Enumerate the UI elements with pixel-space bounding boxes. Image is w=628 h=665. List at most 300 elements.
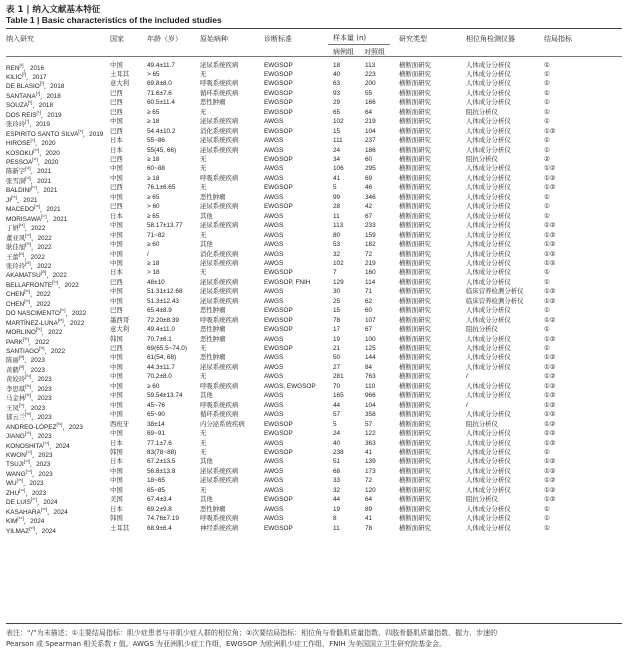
cell-disease: 恶性肿瘤 bbox=[200, 193, 226, 201]
cell-design: 横断面研究 bbox=[399, 137, 431, 145]
cell-outcome: ① bbox=[544, 505, 550, 513]
table-row bbox=[6, 401, 622, 410]
study-author: YILMAZ bbox=[6, 527, 30, 535]
cell-criteria: AWGS bbox=[264, 118, 284, 126]
cell-study: 张玲玲[⁷]，2019 bbox=[6, 119, 50, 129]
cell-control: 125 bbox=[365, 345, 376, 352]
cell-instrument: 人体成分分析仪 bbox=[466, 411, 511, 419]
cell-case: 50 bbox=[333, 354, 341, 362]
cell-control: 186 bbox=[365, 146, 376, 154]
cell-outcome: ① bbox=[544, 524, 550, 532]
cell-age: 55(45, 66) bbox=[147, 146, 177, 154]
cell-study: 王凤[³⁷]，2023 bbox=[6, 402, 46, 412]
cell-criteria: AWGS bbox=[264, 297, 284, 305]
cell-country: 韩国 bbox=[110, 515, 123, 523]
cell-criteria: EWGSOP bbox=[264, 430, 293, 438]
study-year: 2022 bbox=[64, 281, 79, 289]
study-year: 2022 bbox=[37, 234, 52, 242]
cell-criteria: AWGS bbox=[264, 241, 284, 249]
study-year: 2016 bbox=[29, 64, 45, 72]
cell-criteria: AWGS bbox=[264, 486, 284, 494]
study-reference: [³⁶] bbox=[25, 393, 32, 399]
cell-study: ESPIRITO SANTO SILVA[⁸]，2019 bbox=[6, 128, 104, 138]
study-author: PARK bbox=[6, 338, 23, 346]
table-row bbox=[6, 212, 622, 221]
cell-age: ≥ 60 bbox=[147, 241, 160, 249]
study-reference: [²¹] bbox=[18, 251, 25, 257]
study-author: SOUZA bbox=[6, 102, 29, 110]
cell-outcome: ①② bbox=[544, 297, 556, 305]
cell-study: BELLAFRONTE[²⁴]，2022 bbox=[6, 279, 79, 289]
study-year: 2022 bbox=[36, 291, 51, 299]
study-year: 2020 bbox=[44, 159, 59, 167]
cell-country: 中国 bbox=[110, 250, 123, 258]
study-reference: [⁴⁴] bbox=[25, 468, 33, 474]
cell-disease: 无 bbox=[200, 108, 207, 116]
study-year: 2023 bbox=[37, 385, 52, 393]
cell-instrument: 人体成分分析仪 bbox=[466, 524, 511, 532]
cell-design: 横断面研究 bbox=[399, 430, 431, 438]
cell-case: 11 bbox=[333, 212, 340, 220]
cell-study: 黄姣玲[³⁴]，2023 bbox=[6, 374, 52, 384]
table-row bbox=[6, 221, 622, 233]
cell-design: 横断面研究 bbox=[399, 524, 431, 532]
cell-design: 横断面研究 bbox=[399, 203, 431, 211]
cell-design: 横断面研究 bbox=[399, 108, 431, 116]
cell-design: 横断面研究 bbox=[399, 146, 431, 154]
cell-outcome: ①② bbox=[544, 477, 556, 485]
table-row bbox=[6, 61, 622, 70]
study-year: 2020 bbox=[45, 149, 60, 157]
cell-case: 111 bbox=[333, 137, 343, 145]
study-author: TSUJI bbox=[6, 461, 24, 469]
cell-instrument: 人体成分分析仪 bbox=[466, 174, 511, 182]
cell-case: 102 bbox=[333, 259, 344, 267]
cell-design: 横断面研究 bbox=[399, 184, 431, 192]
cell-control: 200 bbox=[365, 80, 376, 88]
study-reference: [²²] bbox=[25, 260, 31, 266]
cell-design: 横断面研究 bbox=[399, 80, 431, 88]
cell-disease: 恶性肿瘤 bbox=[200, 99, 226, 107]
cell-disease: 消化系统疾病 bbox=[200, 250, 239, 258]
cell-disease: 无 bbox=[200, 165, 207, 173]
cell-design: 横断面研究 bbox=[399, 505, 431, 513]
cell-study: TSUJI[⁴³]，2023 bbox=[6, 459, 51, 469]
cell-outcome: ①② bbox=[544, 420, 556, 428]
study-year: 2022 bbox=[31, 225, 46, 233]
cell-design: 横断面研究 bbox=[399, 326, 431, 334]
study-year: 2023 bbox=[30, 404, 46, 412]
cell-country: 中国 bbox=[110, 174, 123, 182]
cell-control: 84 bbox=[365, 363, 373, 371]
cell-case: 57 bbox=[333, 411, 341, 419]
cell-disease: 泌尿系统疾病 bbox=[200, 118, 239, 126]
cell-outcome: ① bbox=[544, 89, 550, 97]
cell-design: 横断面研究 bbox=[399, 165, 431, 173]
cell-control: 173 bbox=[365, 467, 376, 475]
cell-age: 45~76 bbox=[147, 401, 165, 409]
cell-study: DO NASCIMENTO[²⁷]，2022 bbox=[6, 308, 87, 318]
cell-design: 横断面研究 bbox=[399, 231, 431, 239]
cell-design: 横断面研究 bbox=[399, 373, 431, 381]
cell-case: 165 bbox=[333, 392, 344, 400]
cell-disease: 神经系统疾病 bbox=[200, 524, 239, 532]
table-caption-en: Table 1 | Basic characteristics of the included studies bbox=[6, 15, 222, 25]
header-disease: 原始病种 bbox=[200, 35, 228, 43]
cell-study: 王蕾[²¹]，2022 bbox=[6, 251, 45, 261]
cell-age: 48±10 bbox=[147, 278, 165, 286]
cell-study: ANDREO-LÓPEZ[³⁹]，2023 bbox=[6, 421, 83, 431]
study-reference: [²] bbox=[21, 71, 26, 77]
cell-case: 18 bbox=[333, 61, 341, 69]
cell-disease: 无 bbox=[200, 448, 207, 456]
study-author: SANTIAGO bbox=[6, 348, 40, 356]
cell-country: 巴西 bbox=[110, 345, 123, 352]
cell-criteria: EWGSOP bbox=[264, 326, 293, 334]
study-reference: [³¹] bbox=[39, 346, 45, 351]
study-year: 2022 bbox=[48, 329, 63, 337]
cell-age: 51.31±12.68 bbox=[147, 288, 183, 296]
cell-country: 巴西 bbox=[110, 278, 123, 286]
cell-criteria: EWGSOP bbox=[264, 127, 293, 135]
cell-outcome: ①② bbox=[544, 174, 556, 182]
table-header-rule bbox=[6, 56, 622, 57]
cell-outcome: ①② bbox=[544, 467, 556, 475]
cell-instrument: 阻抗分析仪 bbox=[466, 496, 498, 504]
cell-design: 横断面研究 bbox=[399, 288, 431, 296]
cell-criteria: AWGS bbox=[264, 146, 284, 154]
cell-outcome: ① bbox=[544, 61, 550, 69]
study-author: DE BLASIO bbox=[6, 83, 40, 91]
cell-control: 104 bbox=[365, 401, 376, 409]
cell-case: 40 bbox=[333, 70, 341, 78]
table-row bbox=[6, 420, 622, 429]
study-author: 张玲玲 bbox=[6, 263, 26, 271]
cell-age: > 18 bbox=[147, 269, 160, 277]
table-row bbox=[6, 495, 622, 507]
table-row bbox=[6, 268, 622, 280]
study-year: 2018 bbox=[50, 83, 65, 91]
cell-control: 114 bbox=[365, 278, 376, 286]
cell-instrument: 人体成分分析仪 bbox=[466, 184, 511, 192]
study-author: AKAMATSU bbox=[6, 272, 41, 280]
cell-instrument: 临床营养检测分析仪 bbox=[466, 297, 524, 305]
cell-design: 横断面研究 bbox=[399, 61, 431, 69]
study-reference: [⁸] bbox=[78, 128, 83, 134]
study-author: 王蕾 bbox=[6, 253, 19, 261]
cell-design: 横断面研究 bbox=[399, 222, 431, 230]
cell-instrument: 人体成分分析仪 bbox=[466, 335, 511, 343]
table-row bbox=[6, 353, 622, 365]
cell-case: 15 bbox=[333, 127, 341, 135]
cell-criteria: EWGSOP bbox=[264, 99, 293, 107]
cell-country: 中国 bbox=[110, 382, 123, 390]
study-year: 2019 bbox=[35, 121, 50, 129]
cell-design: 横断面研究 bbox=[399, 278, 431, 286]
cell-study: PARK[³⁰]，2022 bbox=[6, 336, 50, 346]
cell-control: 358 bbox=[365, 411, 376, 419]
cell-design: 横断面研究 bbox=[399, 307, 431, 315]
cell-instrument: 人体成分分析仪 bbox=[466, 316, 511, 324]
cell-instrument: 人体成分分析仪 bbox=[466, 354, 511, 362]
cell-control: 71 bbox=[365, 288, 373, 296]
cell-age: 49.4±11.7 bbox=[147, 61, 175, 69]
study-reference: [¹⁸] bbox=[18, 223, 25, 229]
cell-disease: 泌尿系统疾病 bbox=[200, 477, 239, 485]
study-reference: [⁴] bbox=[35, 90, 41, 96]
cell-case: 19 bbox=[333, 335, 341, 343]
study-reference: [¹³] bbox=[25, 175, 31, 181]
cell-design: 横断面研究 bbox=[399, 448, 431, 456]
table-row bbox=[6, 439, 622, 448]
study-year: 2021 bbox=[43, 187, 58, 195]
cell-age: 65~85 bbox=[147, 486, 165, 494]
cell-country: 中国 bbox=[110, 401, 123, 409]
cell-criteria: AWGS bbox=[264, 335, 284, 343]
cell-instrument: 人体成分分析仪 bbox=[466, 307, 511, 315]
cell-instrument: 人体成分分析仪 bbox=[466, 241, 511, 249]
cell-outcome: ① bbox=[544, 80, 550, 88]
cell-control: 67 bbox=[365, 212, 373, 220]
study-reference: [¹²] bbox=[25, 166, 31, 172]
cell-case: 41 bbox=[333, 174, 341, 182]
table-row bbox=[6, 524, 622, 533]
cell-age: 38±14 bbox=[147, 420, 165, 428]
cell-age: > 60 bbox=[147, 203, 160, 211]
cell-criteria: AWGS bbox=[264, 137, 284, 145]
cell-study: 张玲玲[²²]，2022 bbox=[6, 260, 52, 271]
cell-instrument: 阻抗分析仪 bbox=[466, 420, 498, 428]
table-row bbox=[6, 183, 622, 195]
cell-control: 78 bbox=[365, 524, 373, 532]
cell-design: 横断面研究 bbox=[399, 486, 431, 494]
table-row bbox=[6, 79, 622, 91]
study-author: HIROSE bbox=[6, 140, 31, 148]
table-caption-zh: 表 1 | 纳入文献基本特征 bbox=[6, 5, 101, 15]
study-author: PESSOA bbox=[6, 159, 33, 167]
table-row bbox=[6, 514, 622, 526]
cell-country: 中国 bbox=[110, 231, 123, 239]
cell-country: 中国 bbox=[110, 392, 123, 400]
cell-instrument: 人体成分分析仪 bbox=[466, 203, 511, 211]
table-row bbox=[6, 448, 622, 460]
cell-disease: 循环系统疾病 bbox=[200, 411, 239, 419]
cell-instrument: 人体成分分析仪 bbox=[466, 363, 511, 371]
cell-study: CHEN[²⁵]，2022 bbox=[6, 289, 51, 299]
header-outcome: 结局指标 bbox=[544, 35, 572, 43]
cell-disease: 其他 bbox=[200, 392, 213, 400]
cell-age: ≥ 65 bbox=[147, 212, 160, 220]
study-author: CHEN bbox=[6, 300, 25, 308]
study-author: KWON bbox=[6, 452, 26, 460]
cell-age: ≥ 65 bbox=[147, 193, 160, 201]
cell-country: 韩国 bbox=[110, 335, 123, 343]
cell-case: 40 bbox=[333, 439, 341, 447]
cell-design: 横断面研究 bbox=[399, 354, 431, 362]
cell-disease: 无 bbox=[200, 70, 207, 78]
cell-age: 58.17±13.77 bbox=[147, 222, 183, 230]
cell-criteria: AWGS bbox=[264, 165, 284, 173]
table-row bbox=[6, 467, 622, 476]
study-year: 2023 bbox=[38, 470, 53, 478]
cell-age: 74.76±7.19 bbox=[147, 515, 179, 523]
cell-disease: 无 bbox=[200, 430, 207, 438]
cell-disease: 无 bbox=[200, 184, 207, 192]
cell-country: 中国 bbox=[110, 61, 123, 69]
cell-study: SOUZA[⁵]，2018 bbox=[6, 100, 53, 110]
header-case-group: 病例组 bbox=[333, 48, 354, 56]
cell-age: ≥ 18 bbox=[147, 156, 160, 163]
cell-criteria: EWGSOP bbox=[264, 80, 293, 88]
study-author: JI bbox=[6, 196, 11, 204]
cell-criteria: AWGS bbox=[264, 458, 284, 466]
cell-design: 横断面研究 bbox=[399, 363, 431, 371]
cell-age: ≥ 18 bbox=[147, 174, 160, 182]
cell-country: 中国 bbox=[110, 241, 123, 249]
cell-control: 223 bbox=[365, 70, 376, 78]
cell-control: 233 bbox=[365, 222, 376, 230]
cell-outcome: ①② bbox=[544, 316, 556, 324]
cell-study: WANG[⁴⁴]，2023 bbox=[6, 468, 53, 478]
cell-country: 巴西 bbox=[110, 156, 123, 163]
cell-age: / bbox=[147, 250, 149, 258]
cell-study: SANTIAGO[³¹]，2022 bbox=[6, 346, 66, 356]
cell-instrument: 人体成分分析仪 bbox=[466, 212, 511, 220]
cell-outcome: ① bbox=[544, 212, 550, 220]
cell-criteria: EWGSOP bbox=[264, 184, 293, 192]
cell-disease: 呼吸系统疾病 bbox=[200, 174, 239, 182]
cell-outcome: ① bbox=[544, 203, 550, 211]
table-row bbox=[6, 155, 622, 167]
study-reference: [¹⁹] bbox=[25, 232, 32, 238]
cell-case: 24 bbox=[333, 146, 341, 154]
cell-criteria: EWGSOP bbox=[264, 316, 293, 324]
study-author: ZHU bbox=[6, 489, 20, 497]
cell-control: 67 bbox=[365, 326, 373, 334]
header-study: 纳入研究 bbox=[6, 35, 34, 43]
study-year: 2022 bbox=[36, 300, 51, 308]
cell-control: 104 bbox=[365, 127, 376, 135]
cell-instrument: 人体成分分析仪 bbox=[466, 80, 511, 88]
cell-criteria: AWGS bbox=[264, 467, 284, 475]
cell-age: 44.3±11.7 bbox=[147, 363, 175, 371]
cell-study: 丁妍[¹⁸]，2022 bbox=[6, 223, 46, 233]
cell-age: 76.1±6.65 bbox=[147, 184, 176, 192]
cell-design: 横断面研究 bbox=[399, 316, 431, 324]
cell-case: 15 bbox=[333, 307, 341, 315]
cell-outcome: ① bbox=[544, 326, 550, 334]
cell-age: 61(54, 68) bbox=[147, 354, 177, 362]
study-author: KONOSHITA bbox=[6, 442, 44, 450]
cell-outcome: ① bbox=[544, 278, 550, 286]
cell-case: 17 bbox=[333, 326, 341, 334]
cell-outcome: ① bbox=[544, 146, 550, 154]
cell-criteria: AWGS bbox=[264, 401, 284, 409]
cell-age: ≥ 18 bbox=[147, 118, 160, 126]
cell-control: 110 bbox=[365, 382, 376, 390]
cell-case: 129 bbox=[333, 278, 344, 286]
cell-country: 美国 bbox=[110, 496, 123, 504]
cell-country: 墨西哥 bbox=[110, 316, 130, 324]
header-sample-size: 样本量 (n) bbox=[333, 34, 367, 42]
study-year: 2023 bbox=[29, 480, 44, 488]
study-author: ANDREO-LÓPEZ bbox=[6, 423, 57, 431]
cell-design: 横断面研究 bbox=[399, 477, 431, 485]
cell-case: 25 bbox=[333, 297, 341, 305]
study-reference: [¹⁰] bbox=[33, 147, 40, 153]
cell-control: 166 bbox=[365, 99, 376, 107]
study-author: JIANG bbox=[6, 433, 25, 441]
study-author: SANTANA bbox=[6, 92, 36, 100]
cell-design: 横断面研究 bbox=[399, 193, 431, 201]
study-year: 2024 bbox=[43, 499, 58, 507]
study-year: 2022 bbox=[52, 272, 67, 280]
table-row bbox=[6, 410, 622, 422]
cell-design: 横断面研究 bbox=[399, 401, 431, 409]
study-year: 2023 bbox=[36, 461, 51, 469]
table-row bbox=[6, 89, 622, 98]
cell-instrument: 人体成分分析仪 bbox=[466, 467, 511, 475]
table-row bbox=[6, 486, 622, 495]
study-reference: [⁵] bbox=[28, 100, 33, 106]
study-author: KASAHARA bbox=[6, 508, 41, 516]
study-author: CHEN bbox=[6, 291, 25, 299]
cell-instrument: 人体成分分析仪 bbox=[466, 231, 511, 239]
cell-study: MACEDO[¹⁶]，2021 bbox=[6, 204, 61, 214]
cell-design: 横断面研究 bbox=[399, 241, 431, 249]
cell-control: 46 bbox=[365, 184, 373, 192]
cell-age: 60~88 bbox=[147, 165, 165, 173]
cell-disease: 无 bbox=[200, 439, 207, 447]
cell-age: 18~65 bbox=[147, 477, 165, 485]
cell-control: 69 bbox=[365, 174, 373, 182]
cell-country: 土耳其 bbox=[110, 70, 130, 78]
study-year: 2022 bbox=[37, 263, 52, 271]
study-reference: [³⁴] bbox=[25, 374, 32, 380]
cell-disease: 无 bbox=[200, 156, 207, 163]
cell-disease: 无 bbox=[200, 373, 207, 381]
study-reference: [⁴³] bbox=[23, 459, 30, 465]
cell-control: 219 bbox=[365, 259, 376, 267]
cell-study: 张雪洞[¹³]，2021 bbox=[6, 175, 52, 186]
cell-age: 59.54±13.74 bbox=[147, 392, 183, 400]
cell-criteria: AWGS bbox=[264, 477, 284, 485]
study-reference: [⁴⁷] bbox=[30, 497, 37, 503]
table-row bbox=[6, 146, 622, 155]
cell-outcome: ①② bbox=[544, 259, 556, 267]
study-author: BALDINI bbox=[6, 187, 31, 195]
cell-design: 横断面研究 bbox=[399, 382, 431, 390]
cell-instrument: 人体成分分析仪 bbox=[466, 250, 511, 258]
study-author: MORLINO bbox=[6, 329, 36, 337]
cell-disease: 其他 bbox=[200, 496, 213, 504]
cell-outcome: ①② bbox=[544, 250, 556, 258]
cell-instrument: 人体成分分析仪 bbox=[466, 137, 511, 145]
cell-criteria: AWGS, EWGSOP bbox=[264, 382, 316, 390]
cell-disease: 恶性肿瘤 bbox=[200, 326, 226, 334]
study-author: MORISAWA bbox=[6, 215, 42, 223]
cell-criteria: AWGS bbox=[264, 411, 284, 419]
cell-age: 69.2±9.8 bbox=[147, 505, 172, 513]
cell-disease: 呼吸系统疾病 bbox=[200, 515, 239, 523]
cell-outcome: ① bbox=[544, 515, 550, 523]
cell-country: 巴西 bbox=[110, 184, 123, 192]
cell-country: 中国 bbox=[110, 411, 123, 419]
cell-disease: 泌尿系统疾病 bbox=[200, 222, 239, 230]
study-reference: [¹⁵] bbox=[10, 194, 17, 200]
cell-disease: 呼吸系统疾病 bbox=[200, 316, 239, 324]
cell-study: DOS REIS[⁶]，2019 bbox=[6, 109, 62, 119]
